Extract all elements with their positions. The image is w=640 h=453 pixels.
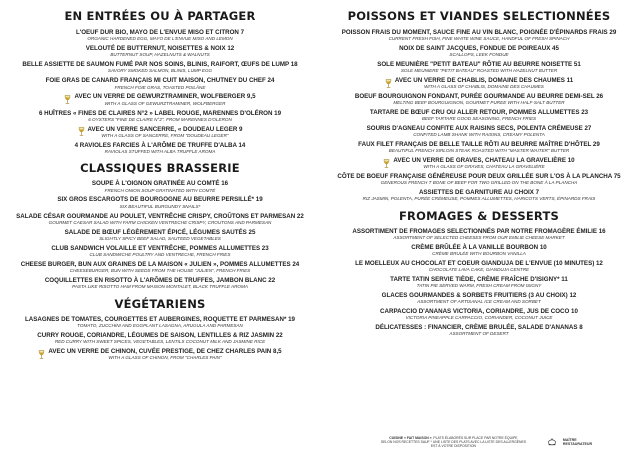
menu-item	[8, 180, 312, 193]
right-column	[326, 10, 632, 340]
menu-item-description: SAVORY SMOKED SALMON, BLINIS, LUMP EGG	[107, 68, 213, 74]
wine-glass-icon	[383, 159, 390, 168]
menu-item-description: RIZ JASMIN, POLENTA, PURÉE CRÉMEUSE, POMMES ALLUMETTES, HARICOTS VERTS, ÉPINARDS FRAIS	[362, 196, 596, 202]
menu-item	[326, 125, 632, 138]
menu-item-description: SCALLOPS, LEEK FONDUE	[449, 52, 509, 58]
menu-item-description: FRENCH ONION SOUP GRATINATED WITH COMTÉ	[104, 187, 216, 193]
menu-item	[326, 45, 632, 58]
menu-item-description: WITH A GLASS OF CHINON, FROM "CHARLES PAIN"	[108, 355, 222, 361]
menu-item	[8, 316, 312, 329]
maitre-restaurateur-logo	[547, 437, 557, 447]
menu-item	[326, 141, 632, 154]
menu-item-name: L'OEUF DUR BIO, MAYO DE L'ENVUE MISO ET CITRON 7	[75, 29, 245, 36]
menu-item-description: CLUB SANDWICHE POULTRY AND VENTRECHE, FRENCH FRIES	[89, 252, 231, 258]
wine-pairing	[8, 126, 312, 139]
menu-item	[8, 245, 312, 258]
wine-glass-icon	[64, 95, 71, 104]
wine-pairing	[326, 157, 632, 170]
footer-line1: , PLATS ÉLABORÉS SUR PLACE PAR NOTRE ÉQUIPE	[431, 436, 518, 440]
menu-item-description: SIX BEAUTIFUL BURGUNDY SNAILS*	[119, 203, 201, 209]
entrees-list	[8, 29, 312, 154]
menu-item-description: ASSORTMENT OF SELECTED CHEESES FROM OUR EMILIE CHEESE MARKET	[393, 234, 565, 240]
menu-item	[8, 142, 312, 155]
menu-item-name: SIX GROS ESCARGOTS DE BOURGOGNE AU BEURRE PERSILLÉ* 19	[57, 196, 263, 204]
menu-item-name: FAUX FILET FRANÇAIS DE BELLE TAILLE RÔTI AU BEURRE MAÎTRE D'HÔTEL 29	[358, 141, 600, 148]
menu-item-name: CARPACCIO D'ANANAS VICTORIA, CORIANDRE, JUS DE COCO 10	[380, 307, 578, 315]
menu-item	[8, 110, 312, 123]
menu-item-name: AVEC UN VERRE DE GEWURZTRAMINER, WOLFBERGER 9,5	[74, 93, 256, 101]
menu-item	[8, 229, 312, 242]
wine-text	[393, 157, 574, 170]
menu-item-name: BOEUF BOURGUIGNON FONDANT, PURÉE GOURMANDE AU BEURRE DEMI-SEL 26	[354, 93, 604, 100]
menu-item-name: 6 HUÎTRES « FINES DE CLAIRES N°2 » LABEL ROUGE, MARENNES D'OLÉRON 19	[38, 109, 282, 117]
menu-item-name: TARTE TATIN SERVIE TIÈDE, CRÈME FRAÎCHE D'ISIGNY* 11	[390, 275, 568, 283]
menu-item-name: LASAGNES DE TOMATES, COURGETTES ET AUBERGINES, ROQUETTE ET PARMESAN* 19	[25, 315, 295, 323]
menu-item-description: CONFITED LAMB SHANK WITH RAISINS, CREAMY POLENTA	[413, 132, 545, 138]
menu-item	[326, 61, 632, 74]
footer-note	[366, 436, 541, 448]
menu-item-description: GOURMET CAESAR SALAD WITH FARM CHICKEN VENTRECHE CRISPY, CROUTONS AND PARMESAN	[48, 219, 272, 225]
menu-item	[326, 260, 632, 273]
section-title-fromages: FROMAGES & DESSERTS	[398, 208, 560, 223]
menu-item	[8, 29, 312, 42]
menu-item	[8, 196, 312, 209]
logo-line1: MAÎTRE	[562, 437, 577, 442]
menu-item-description: CHEESEBURGER, BUN WITH SEEDS FROM THE HOUSE "JULIEN", FRENCH FRIES	[69, 268, 251, 274]
menu-item-name: TARTARE DE BŒUF CRU OU ALLER RETOUR, POMMES ALLUMETTES 23	[369, 109, 589, 116]
vegetariens-list	[8, 316, 312, 361]
wine-pairing	[8, 93, 312, 106]
poissons-list	[326, 29, 632, 202]
menu-item-name: CRÈME BRÛLÉE À LA VANILLE BOURBON 10	[411, 243, 547, 251]
wine-glass-icon	[38, 350, 45, 359]
left-column	[8, 10, 312, 364]
menu-item-name: SALADE DE BŒUF LÉGÈREMENT ÉPICÉ, LÉGUMES SAUTÉS 25	[64, 228, 256, 236]
section-title-vegetariens: VÉGÉTARIENS	[114, 296, 206, 311]
section-title-entrees: EN ENTRÉES OU À PARTAGER	[64, 9, 256, 23]
brasserie-list	[8, 180, 312, 289]
menu-item-name: 4 RAVIOLES FARCIES À L'ARÔME DE TRUFFE D'ALBA 14	[74, 141, 246, 149]
menu-item-name: CÔTE DE BOEUF FRANÇAISE GÉNÉREUSE POUR DEUX GRILLÉE SUR L'OS À LA PLANCHA 75	[337, 173, 621, 180]
menu-item-description: TATIN PIE SERVED WARM, FRESH CREAM FROM ISIGNY	[416, 282, 542, 288]
menu-item-name: VELOUTÉ DE BUTTERNUT, NOISETTES & NOIX 12	[85, 45, 235, 53]
menu-item	[326, 189, 632, 202]
menu-item	[326, 292, 632, 305]
menu-item-description: CHOCOLATE LAVA CAKE, GIANDUJA CENTRE	[428, 266, 530, 272]
menu-item-name: COQUILLETTES EN RISOTTO À L'ARÔMES DE TRUFFES, JAMBON BLANC 22	[44, 277, 276, 285]
menu-item-description: ORGANIC HARDENED EGG, MAYO DE L'ENVUE MISO AND LEMON	[87, 36, 233, 42]
menu-item-description: RED CURRY WITH SWEET SPICES, VEGETABLES, LENTILS COCONUT MILK AND JASMINE RICE	[54, 338, 266, 344]
menu-item-description: WITH A GLASS OF GEWURZTRAMINER, WOLFBERGER	[104, 100, 226, 106]
wine-glass-icon	[78, 127, 85, 136]
menu-item-name: SOUPE À L'OIGNON GRATINÉE AU COMTÉ 16	[91, 180, 229, 188]
wine-row	[326, 77, 632, 90]
menu-item-name: ASSIETTES DE GARNITURE AU CHOIX 7	[418, 189, 540, 196]
menu-item-description: CURRENT FRESH FISH, FINE WHITE WINE SAUCE, HANDFUL OF FRESH SPINACH	[388, 36, 570, 42]
menu-item-name: ASSORTIMENT DE FROMAGES SELECTIONNÉS PAR NOTRE FROMAGÈRE ÉMILIE 16	[352, 227, 606, 235]
wine-row	[8, 126, 312, 139]
menu-item	[326, 109, 632, 122]
section-title-brasserie: CLASSIQUES BRASSERIE	[80, 161, 240, 176]
menu-item-name: CURRY ROUGE, CORIANDRE, LÉGUMES DE SAISON, LENTILLES & RIZ JASMIN 22	[37, 331, 283, 339]
menu-item-name: LE MOELLEUX AU CHOCOLAT ET COEUR GIANDUJA DE L'ENVUE (10 MINUTES) 12	[355, 259, 603, 267]
menu-item-name: POISSON FRAIS DU MOMENT, SAUCE FINE AU VIN BLANC, POIGNÉE D'ÉPINARDS FRAIS 29	[341, 29, 617, 36]
menu-item-description: GENEROUS FRENCH T BONE OF BEEF FOR TWO GRILLED ON THE BONE À LA PLANCHA	[380, 180, 578, 186]
menu-item-description: BUTTERNUT SOUP, HAZELNUTS & WALNUTS	[110, 52, 210, 58]
menu-item-name: GLACES GOURMANDES & SORBETS FRUITIERS (3 AU CHOIX) 12	[381, 291, 577, 299]
menu-item	[326, 228, 632, 241]
menu-item-name: AVEC UN VERRE SANCERRE, « DOUDEAU LEGER 9	[87, 125, 243, 133]
menu-item-description: PASTA LIKE RISOTTO HAM FROM MAISON MONTALET, BLACK TRUFFLE AROMA	[72, 284, 248, 290]
menu-item-description: CRÈME BRULÉE WITH BOURBON VANILLA	[432, 250, 526, 256]
menu-item-description: ASSORTMENT OF DESERT	[449, 330, 509, 336]
menu-item-name: SOURIS D'AGNEAU CONFITE AUX RAISINS SECS, POLENTA CRÉMEUSE 27	[366, 125, 592, 132]
menu-item	[8, 61, 312, 74]
menu-item	[8, 277, 312, 290]
wine-text	[48, 348, 281, 361]
menu-item	[326, 173, 632, 186]
menu-item-name: NOIX DE SAINT JACQUES, FONDUE DE POIREAUX 45	[399, 45, 559, 52]
menu-item-description: ASSORTMENT OF ARTISANAL ICE CREAM AND SORBET	[417, 298, 541, 304]
wine-row	[8, 93, 312, 106]
menu-item	[8, 332, 312, 345]
menu-item-description: SLIGHTLY SPICY BEEF SALAD, SAUTEED VEGETABLES	[99, 235, 221, 241]
menu-item	[326, 244, 632, 257]
menu-item-name: AVEC UN VERRE DE GRAVES, CHATEAU LA GRAVELIÈRE 10	[393, 157, 575, 164]
logo-text	[563, 438, 592, 446]
footer-line3: EST À VOTRE DISPOSITION	[430, 444, 476, 448]
menu-item	[326, 276, 632, 289]
menu-item-description: WITH A GLASS OF GRAVES, CHATEAU LA GRAVELIÈRE	[423, 164, 545, 170]
menu-item-name: SALADE CÉSAR GOURMANDE AU POULET, VENTRÊCHE CRISPY, CROÛTONS ET PARMESAN 22	[16, 212, 304, 220]
footer	[326, 434, 632, 450]
menu-item-description: WITH A GLASS OF SANCERRE, FROM "DOUDEAU LEGER"	[101, 132, 229, 138]
menu-item-description: WITH A GLASS OF CHABLIS, DOMAINE DES CHAUMES	[424, 84, 544, 90]
wine-text	[74, 93, 255, 106]
wine-row	[8, 348, 312, 361]
menu-item-description: VICTORIA PINEAPPLE CARPACCIO, CORIANDER, COCONUT JUICE	[405, 314, 553, 320]
menu-item-name: DÉLICATESSES : FINANCIER, CRÈME BRULÉE, SALADE D'ANANAS 8	[375, 323, 583, 331]
menu-item-name: BELLE ASSIETTE DE SAUMON FUMÉ PAR NOS SOINS, BLINIS, RAIFORT, ŒUFS DE LUMP 18	[22, 61, 298, 69]
wine-pairing	[8, 348, 312, 361]
menu-item-name: FOIE GRAS DE CANARD FRANÇAIS MI CUIT MAISON, CHUTNEY DU CHEF 24	[45, 77, 275, 85]
menu-item-description: BEAUTIFUL FRENCH SIRLOIN STEAK ROASTED WITH "MASTER WAITER" BUTTER	[388, 148, 570, 154]
fromages-list	[326, 228, 632, 337]
footer-line2: SELON NOS RECETTES SAUF * UNE LISTE DES PLATS AVEC LA LISTE DES ALLERGÈNES	[380, 440, 526, 444]
menu-item	[326, 29, 632, 42]
menu-item	[8, 45, 312, 58]
section-title-poissons: POISSONS ET VIANDES SELECTIONNÉES	[347, 9, 611, 23]
footer-bold: CUISINE « FAIT MAISON »	[389, 436, 432, 440]
wine-text	[88, 126, 243, 139]
wine-text	[395, 77, 573, 90]
menu-item-name: CLUB SANDWICH VOLAILLE ET VENTRÊCHE, POMMES ALLUMETTES 23	[51, 244, 269, 252]
menu-item	[8, 213, 312, 226]
menu-item-description: 6 OYSTERS "FINE DE CLAIRE N°2", FROM MARENNES D'OLERON	[88, 116, 232, 122]
menu-item-name: CHEESE BURGER, BUN AUX GRAINES DE LA MAISON « JULIEN », POMMES ALLUMETTES 24	[20, 260, 300, 268]
menu-item-name: AVEC UN VERRE DE CHINON, CUVÉE PRESTIGE, DE CHEZ CHARLES PAIN 8,5	[48, 347, 282, 355]
logo-line2: RESTAURATEUR	[562, 442, 593, 446]
menu-item-description: TOMATO, ZUCCHINI AND EGGPLANT LASAGNA, ARUGULA AND PARMESAN	[77, 322, 243, 328]
menu-item-description: SOLE MEUNIERE "PETIT BATEAU" ROASTED WITH HAZELNUT BUTTER	[400, 68, 558, 74]
menu-item-description: RAVIOLAS STUFFED WITH ALBA TRUFFLE AROMA	[104, 148, 216, 154]
menu-item	[8, 261, 312, 274]
wine-row	[326, 157, 632, 170]
wine-pairing	[326, 77, 632, 90]
menu-item-name: AVEC UN VERRE DE CHABLIS, DOMAINE DES CHAUMES 11	[394, 77, 574, 84]
menu-item	[326, 324, 632, 337]
menu-item-name: SOLE MEUNIÈRE "PETIT BATEAU" RÔTIE AU BEURRE NOISETTE 51	[377, 61, 581, 68]
menu-item	[326, 93, 632, 106]
wine-glass-icon	[385, 79, 392, 88]
menu-item	[326, 308, 632, 321]
menu-item-description: FRENCH FOIE GRAS, TOASTED POILÂNE	[114, 84, 206, 90]
menu-item	[8, 77, 312, 90]
menu-item-description: BEEF TARTARE GOOD SEASONING, FRENCH FRIES	[421, 116, 537, 122]
menu-item-description: MELTING BEEF BOURGUIGNON, GOURMET PUREE WITH HALF-SALT BUTTER	[393, 100, 565, 106]
